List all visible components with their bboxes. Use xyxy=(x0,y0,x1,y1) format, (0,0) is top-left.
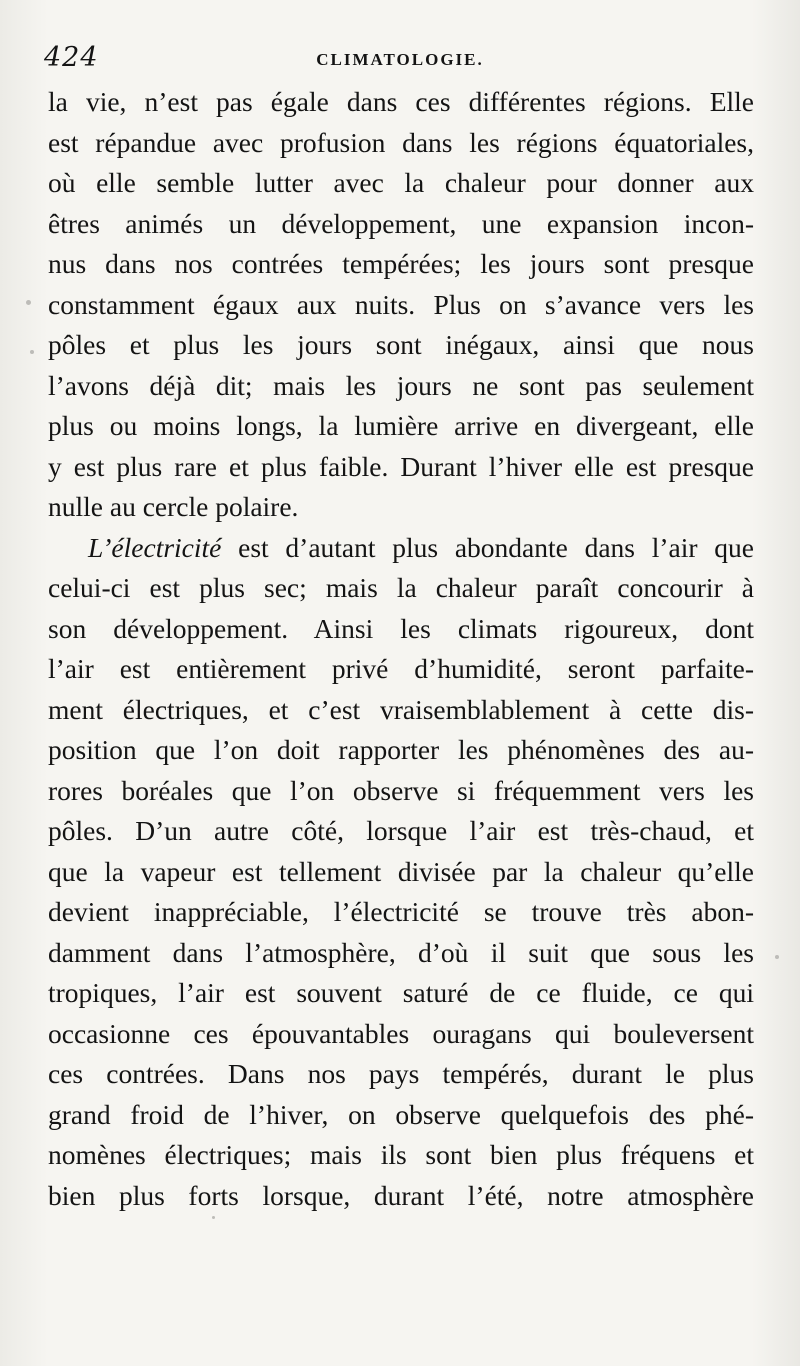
text-line: ment électriques, et c’est vraisemblablement à cette dis- xyxy=(48,693,754,725)
text-line: pôles et plus les jours sont inégaux, ainsi que nous xyxy=(48,329,754,360)
body-text xyxy=(48,82,754,1216)
text-line: y est plus rare et plus faible. Durant l’hiver elle est presque xyxy=(48,450,754,482)
text-line: bien plus forts lorsque, durant l’été, notre atmosphère xyxy=(48,1179,754,1211)
text-line: position que l’on doit rapporter les phénomènes des au- xyxy=(48,734,754,765)
text-run: est d’autant plus abondante dans l’air que xyxy=(221,531,754,563)
text-line: tropiques, l’air est souvent saturé de ce fluide, ce qui xyxy=(48,977,754,1008)
text-line: nulle au cercle polaire. xyxy=(48,491,299,522)
text-line: occasionne ces épouvantables ouragans qui bouleversent xyxy=(48,1017,754,1049)
text-line: où elle semble lutter avec la chaleur pour donner aux xyxy=(48,167,754,198)
text-line: nomènes électriques; mais ils sont bien plus fréquens et xyxy=(48,1139,754,1170)
italic-term: L’électricité xyxy=(88,531,222,563)
text-line: l’avons déjà dit; mais les jours ne sont pas seulement xyxy=(48,369,754,401)
text-line: est répandue avec profusion dans les régions équatoriales, xyxy=(48,126,754,158)
paragraph-1 xyxy=(48,82,754,528)
text-line: constamment égaux aux nuits. Plus on s’avance vers les xyxy=(48,288,754,320)
paper-speck xyxy=(26,300,31,305)
text-line: nus dans nos contrées tempérées; les jours sont presque xyxy=(48,248,754,279)
paper-speck xyxy=(775,955,779,959)
text-line-first xyxy=(48,528,754,569)
text-line: son développement. Ainsi les climats rigoureux, dont xyxy=(48,612,754,644)
text-line: l’air est entièrement privé d’humidité, seront parfaite- xyxy=(48,653,754,684)
text-line: rores boréales que l’on observe si fréquemment vers les xyxy=(48,774,754,806)
paper-speck xyxy=(212,1216,215,1219)
text-line: plus ou moins longs, la lumière arrive en divergeant, elle xyxy=(48,410,754,441)
text-line: ces contrées. Dans nos pays tempérés, durant le plus xyxy=(48,1058,754,1089)
text-line: la vie, n’est pas égale dans ces différentes régions. Elle xyxy=(48,86,754,117)
text-line: celui-ci est plus sec; mais la chaleur paraît concourir à xyxy=(48,572,754,603)
text-line: grand froid de l’hiver, on observe quelquefois des phé- xyxy=(48,1098,754,1130)
running-head: CLIMATOLOGIE. xyxy=(316,50,484,69)
paper-speck xyxy=(30,350,34,354)
text-line: que la vapeur est tellement divisée par la chaleur qu’elle xyxy=(48,855,754,887)
text-line: damment dans l’atmosphère, d’où il suit que sous les xyxy=(48,936,754,968)
page-number: 424 xyxy=(44,42,99,73)
paragraph-2 xyxy=(48,528,754,1217)
text-line: pôles. D’un autre côté, lorsque l’air est très-chaud, et xyxy=(48,815,754,846)
text-line: êtres animés un développement, une expansion incon- xyxy=(48,207,754,239)
page-header xyxy=(44,40,756,80)
text-line: devient inappréciable, l’électricité se trouve très abon- xyxy=(48,896,754,927)
